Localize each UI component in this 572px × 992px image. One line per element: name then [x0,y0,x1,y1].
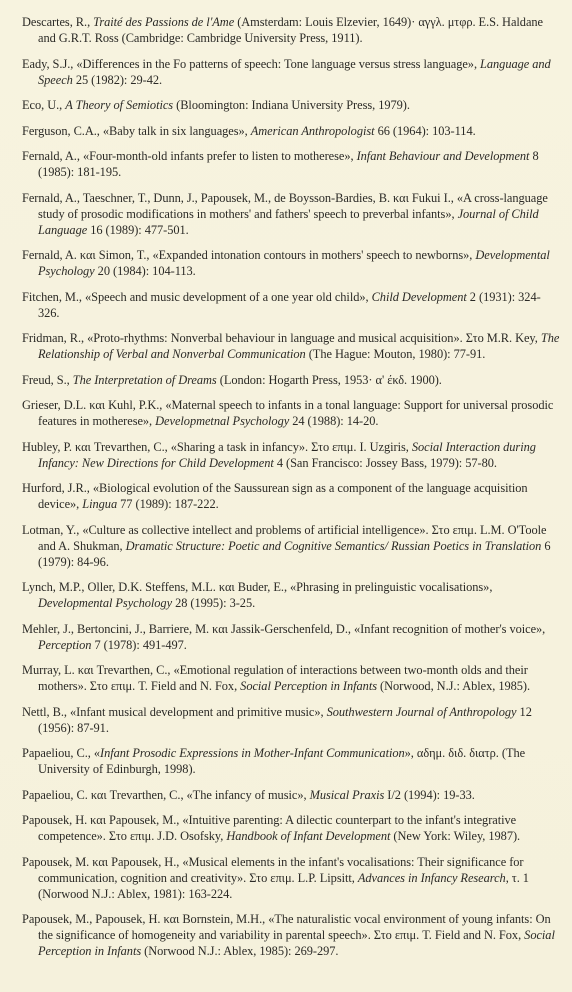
reference-text: Descartes, R., [22,15,94,29]
reference-text: (Amsterdam: Louis Elzevier, 1649)· αγγλ. μτφρ. E.S. Haldane and G.R.T. Ross (Cambridge: Cambridge University Press, 1911). [38,15,543,45]
reference-text: Papousek, M., Papousek, H. και Bornstein, M.H., «The naturalistic vocal environment of young infants: On the significance of homogeneity and variability in parental speech». Στο επιμ. T. Field and N. Fox, [22,912,551,942]
reference-entry [22,97,562,113]
reference-entry [22,14,562,46]
reference-text: (Bloomington: Indiana University Press, 1979). [173,98,410,112]
reference-text: 25 (1982): 29-42. [72,72,163,87]
reference-title: Infant Prosodic Expressions in Mother-Infant Communication [100,746,405,760]
reference-title: Journal of Child Language [38,206,539,237]
reference-text: Ferguson, C.A., «Baby talk in six languages», [22,123,251,138]
reference-text: (London: Hogarth Press, 1953· α' έκδ. 1900). [216,372,442,387]
reference-text: Papousek, M. και Papousek, H., «Musical elements in the infant's vocalisations: Their significance for communication, cognition and creativity». Στο επιμ. L.P. Lipsitt, [22,854,524,885]
reference-title: Social Perception in Infants [38,928,555,958]
reference-text: Papaeliou, C. και Trevarthen, C., «The infancy of music», [22,787,310,802]
reference-entry [22,372,562,388]
reference-text: 8 (1985): 181-195. [38,149,539,179]
reference-text: 16 (1989): 477-501. [87,222,189,237]
reference-title: Social Perception in Infants [240,679,377,693]
reference-title: Dramatic Structure: Poetic and Cognitive Semantics/ Russian Poetics in Translation [125,538,542,553]
reference-title: Child Development [371,289,467,304]
reference-title: The Interpretation of Dreams [72,372,217,387]
reference-text: Grieser, D.L. και Kuhl, P.K., «Maternal speech to infants in a tonal language: Support for universal prosodic features in motherese», [22,398,554,428]
reference-text: 24 (1988): 14-20. [289,414,379,428]
reference-entry [22,621,562,653]
reference-title: Developmental Psychology [38,596,173,610]
reference-text: Fernald, A., Taeschner, T., Dunn, J., Papousek, M., de Boysson-Bardies, B. και Fukui I., «A cross-language study of prosodic modifications in mothers' and fathers' speech to preverbal infants», [22,190,548,221]
reference-title: Social Interaction during Infancy: New Directions for Child Development [38,439,536,470]
reference-title: Developmetnal Psychology [155,414,290,428]
reference-title: Advances in Infancy Research [357,870,506,885]
reference-title: Language and Speech [38,56,551,87]
reference-title: Southwestern Journal of Anthropology [326,704,517,719]
reference-text: Mehler, J., Bertoncini, J., Barriere, M. και Jassik-Gerschenfeld, D., «Infant recognition of mother's voice», [22,621,546,636]
reference-entry [22,812,562,844]
reference-text: Papaeliou, C., « [22,746,101,760]
bibliography-list [22,14,562,959]
reference-text: Eco, U., [22,98,66,112]
reference-title: American Anthropologist [250,123,375,138]
reference-text: 20 (1984): 104-113. [94,264,196,278]
reference-entry [22,911,562,959]
reference-title: Handbook of Infant Development [226,829,391,843]
reference-entry [22,854,562,902]
reference-text: (Norwood, N.J.: Ablex, 1985). [377,679,531,693]
reference-text: Lynch, M.P., Oller, D.K. Steffens, M.L. και Buder, E., «Phrasing in prelinguistic vocalisations», [22,580,493,594]
reference-entry [22,330,562,362]
reference-text: I/2 (1994): 19-33. [384,787,475,802]
reference-title: Infant Behaviour and Development [356,149,530,163]
reference-text: Freud, S., [22,372,73,387]
reference-text: Papousek, H. και Papousek, M., «Intuitive parenting: A dilectic counterpart to the infant's integrative competence». Στο επιμ. J.D. Osofsky, [22,813,517,843]
reference-entry [22,56,562,88]
reference-entry [22,247,562,279]
reference-title: A Theory of Semiotics [65,98,174,112]
reference-entry [22,522,562,570]
reference-text: Murray, L. και Trevarthen, C., «Emotional regulation of interactions between two-month olds and their mothers». Στο επιμ. T. Field and N. Fox, [22,663,528,693]
reference-text: 4 (San Francisco: Jossey Bass, 1979): 57-80. [273,455,497,470]
reference-text: (The Hague: Mouton, 1980): 77-91. [305,347,486,361]
reference-entry [22,579,562,611]
reference-text: 66 (1964): 103-114. [374,123,476,138]
reference-text: Nettl, B., «Infant musical development and primitive music», [22,704,327,719]
reference-text: Eady, S.J., «Differences in the Fo patterns of speech: Tone language versus stress language», [22,56,481,71]
reference-title: Lingua [82,497,118,511]
reference-text: », αδημ. διδ. διατρ. (The University of Edinburgh, 1998). [38,746,526,776]
reference-title: Traité des Passions de l'Ame [93,15,235,29]
reference-text: Hubley, P. και Trevarthen, C., «Sharing a task in infancy». Στο επιμ. I. Uzgiris, [22,439,412,454]
reference-title: Perception [38,637,92,652]
reference-text: Fernald, A. και Simon, T., «Expanded intonation contours in mothers' speech to newborns», [22,248,476,262]
reference-text: 6 (1979): 84-96. [38,538,551,569]
reference-entry [22,123,562,139]
reference-entry [22,439,562,471]
reference-text: Lotman, Y., «Culture as collective intellect and problems of artificial intelligence». Στο επιμ. L.M. O'Toole and A. Shukman, [22,522,547,553]
reference-entry [22,787,562,803]
reference-text: 28 (1995): 3-25. [172,596,256,610]
reference-text: Fitchen, M., «Speech and music development of a one year old child», [22,289,372,304]
reference-title: The Relationship of Verbal and Nonverbal Communication [38,331,560,361]
reference-entry [22,704,562,736]
reference-text: 2 (1931): 324-326. [38,289,541,320]
reference-entry [22,745,562,777]
reference-entry [22,289,562,321]
reference-title: Developmental Psychology [38,248,550,278]
reference-text: (Norwood N.J.: Ablex, 1985): 269-297. [141,944,339,958]
reference-text: Fridman, R., «Proto-rhythms: Nonverbal behaviour in language and musical acquisition». Στο M.R. Key, [22,331,541,345]
reference-text: 12 (1956): 87-91. [38,704,532,735]
reference-text: 7 (1978): 491-497. [91,637,187,652]
reference-text: Fernald, A., «Four-month-old infants prefer to listen to motherese», [22,149,357,163]
reference-entry [22,662,562,694]
reference-entry [22,148,562,180]
reference-text: Hurford, J.R., «Biological evolution of the Saussurean sign as a component of the language acquisition device», [22,481,528,511]
reference-text: 77 (1989): 187-222. [117,497,219,511]
reference-text: (New York: Wiley, 1987). [390,829,521,843]
reference-entry [22,480,562,512]
reference-text: , τ. 1 (Norwood N.J.: Ablex, 1981): 163-224. [38,870,529,901]
reference-entry [22,190,562,238]
reference-title: Musical Praxis [309,787,385,802]
reference-entry [22,397,562,429]
